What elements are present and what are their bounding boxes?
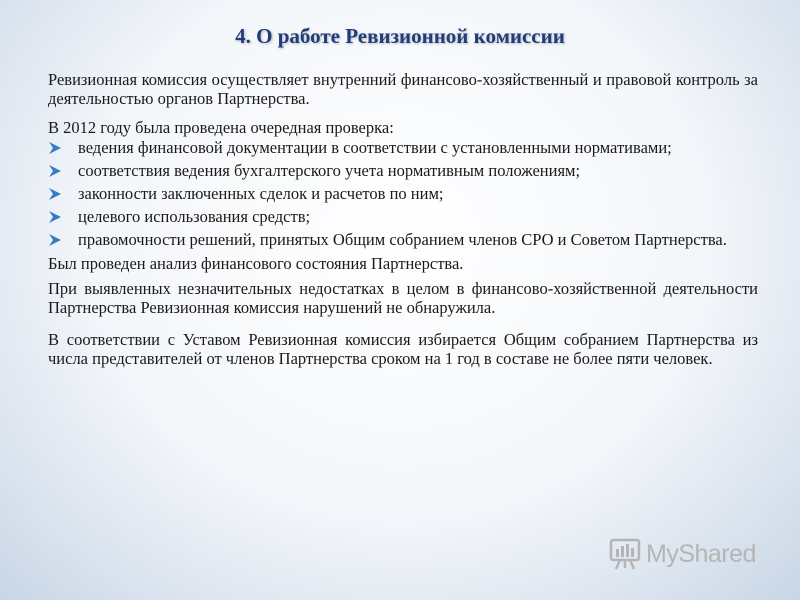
charter-paragraph: В соответствии с Уставом Ревизионная комиссия избирается Общим собранием Партнерства из числа представителей от членов Партнерства сроком на 1 год в составе не более пяти человек. xyxy=(48,330,758,368)
arrow-bullet-icon xyxy=(48,141,62,155)
watermark xyxy=(608,537,756,571)
myshared-logo-icon xyxy=(608,537,642,571)
list-item-text: ведения финансовой документации в соответствии с установленными нормативами; xyxy=(78,138,672,157)
findings-paragraph: При выявленных незначительных недостатках в целом в финансово-хозяйственной деятельности Партнерства Ревизионная комиссия нарушений не обнаружила. xyxy=(48,279,758,317)
analysis-paragraph: Был проведен анализ финансового состояния Партнерства. xyxy=(48,254,464,273)
check-intro-paragraph: В 2012 году была проведена очередная проверка: xyxy=(48,118,394,137)
list-item-text: законности заключенных сделок и расчетов по ним; xyxy=(78,184,444,203)
slide-body xyxy=(48,70,758,368)
list-item xyxy=(48,230,758,249)
watermark-text: MyShared xyxy=(646,539,756,568)
slide-title: 4. О работе Ревизионной комиссии xyxy=(235,24,565,48)
list-item-text: соответствия ведения бухгалтерского учета нормативным положениям; xyxy=(78,161,581,180)
arrow-bullet-icon xyxy=(48,187,62,201)
arrow-bullet-icon xyxy=(48,233,62,247)
list-item-text: правомочности решений, принятых Общим собранием членов СРО и Советом Партнерства. xyxy=(78,230,727,249)
arrow-bullet-icon xyxy=(48,210,62,224)
arrow-bullet-icon xyxy=(48,164,62,178)
list-item-text: целевого использования средств; xyxy=(78,207,311,226)
check-list xyxy=(48,138,758,249)
list-item xyxy=(48,184,758,203)
list-item xyxy=(48,161,758,180)
list-item xyxy=(48,138,758,157)
list-item xyxy=(48,207,758,226)
intro-paragraph: Ревизионная комиссия осуществляет внутренний финансово-хозяйственный и правовой контроль за деятельностью органов Партнерства. xyxy=(48,70,758,108)
